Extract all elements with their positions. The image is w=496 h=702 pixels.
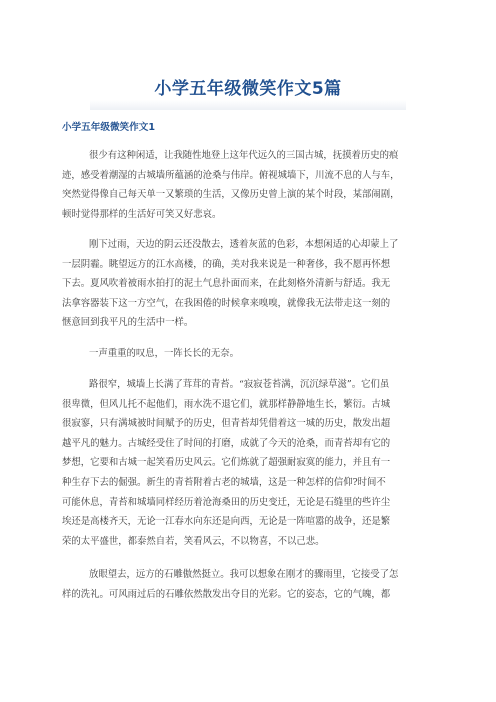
paragraph-line: 埃还是高楼齐天，无论一江春水向东还是向西，无论是一阵喧嚣的战争，还是繁 — [62, 516, 391, 528]
paragraph-5 — [62, 565, 434, 604]
paragraph-line: 顿时觉得那样的生活好可笑又好悲哀。 — [62, 208, 222, 220]
paragraph-1 — [62, 146, 434, 224]
paragraph-line: 可能休息，青苔和城墙同样经历着沧海桑田的历史变迁，无论是石缝里的些许尘 — [62, 496, 391, 508]
paragraph-line: 荣的太平盛世，都泰然自若，笑看风云，不以物喜，不以己悲。 — [62, 535, 325, 547]
paragraph-line: 路很窄，城墙上长满了茸茸的青苔。“寂寂苍苔满，沉沉绿草滋”。它们虽 — [89, 379, 390, 390]
section-heading: 小学五年级微笑作文1 — [62, 122, 156, 133]
paragraph-4 — [62, 375, 434, 551]
paragraph-line: 很少有这种闲适，让我随性地登上这年代远久的三国古城，抚摸着历史的痕 — [89, 150, 399, 161]
paragraph-line: 越平凡的魅力。古城经受住了时间的打磨，成就了今天的沧桑，而青苔却有它的 — [62, 437, 391, 449]
paragraph-line: 很卑微，但风儿托不起他们，雨水洗不退它们，就那样静静地生长，繁衍。古城 — [62, 398, 391, 410]
paragraph-line: 种生存下去的倔强。新生的青苔附着古老的城墙，这是一种怎样的信仰?时间不 — [62, 476, 386, 488]
paragraph-line: 放眼望去，远方的石雕傲然挺立。我可以想象在刚才的骤雨里，它接受了怎 — [89, 569, 399, 580]
paragraph-line: 迹，感受着潮湿的古城墙所蕴涵的沧桑与伟岸。俯视城墙下，川流不息的人与车， — [62, 169, 400, 181]
paragraph-line: 梦想，它要和古城一起笑看历史风云。它们炼就了超强耐寂寞的能力，并且有一 — [62, 457, 391, 469]
document-title: 小学五年级微笑作文5篇 — [154, 79, 342, 99]
paragraph-line: 一声重重的叹息，一阵长长的无奈。 — [89, 348, 240, 359]
paragraph-line: 突然觉得像自己每天单一又繁琐的生活，又像历史曾上演的某个时段，某部闹剧， — [62, 189, 400, 201]
paragraph-line: 惬意回到我平凡的生活中一样。 — [62, 317, 194, 329]
paragraph-line: 很寂寥，只有满城被时间赋予的历史，但青苔却凭借着这一城的历史，散发出超 — [62, 418, 391, 430]
paragraph-line: 下去。夏风吹着被雨水拍打的泥土气息扑面而来，在此刻格外清新与舒适。我无 — [62, 278, 391, 290]
paragraph-line: 样的洗礼。可风雨过后的石雕依然散发出夺目的光彩。它的姿态，它的气魄，都 — [62, 588, 391, 600]
paragraph-2 — [62, 235, 434, 333]
paragraph-line: 刚下过雨，天边的阴云还没散去，透着灰蓝的色彩，本想闲适的心却蒙上了 — [89, 239, 399, 250]
paragraph-line: 法拿容器装下这一方空气，在我困倦的时候拿来嗅嗅，就像我无法带走这一刻的 — [62, 297, 391, 309]
title-underline-shade — [90, 100, 406, 110]
paragraph-3 — [62, 344, 434, 364]
paragraph-line: 一层阴霾。眺望远方的江水高楼，的确，美对我来说是一种奢侈，我不愿再怀想 — [62, 258, 391, 270]
